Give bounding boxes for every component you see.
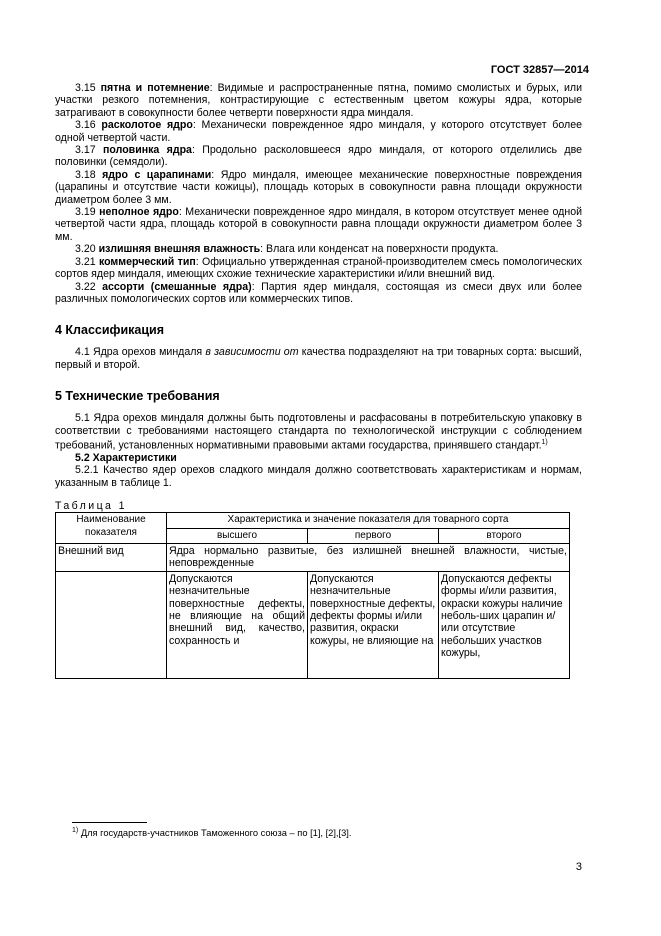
definition-item: 3.17 половинка ядра: Продольно расколовшееся ядро миндаля, от которого отделились две половинки (семядоли).	[55, 144, 582, 169]
document-code: ГОСТ 32857—2014	[490, 64, 589, 76]
defects-first: Допускаются незначительные поверхностные дефекты, дефекты формы и/или развития, окраски кожуры, не влияющие на	[308, 571, 439, 678]
defects-highest: Допускаются незначительные поверхностные дефекты, не влияющие на общий внешний вид, качество, сохранность и	[167, 571, 308, 678]
grade-header-highest: высшего	[167, 528, 308, 543]
document-body	[55, 82, 582, 679]
table-header-row	[56, 513, 570, 528]
row-name-empty	[56, 571, 167, 678]
column-header-name: Наименование показателя	[56, 513, 167, 544]
defects-second: Допускаются дефекты формы и/или развития, окраски кожуры наличие неболь-ших царапин и/или отсутствие небольших участков кожуры,	[439, 571, 570, 678]
subsection-5-2-heading: 5.2 Характеристики	[75, 451, 177, 464]
footnote-divider	[72, 822, 147, 823]
characteristics-table	[55, 512, 570, 679]
section-4-heading: 4 Классификация	[55, 323, 165, 338]
appearance-common-value: Ядра нормально развитые, без излишней внешней влажности, чистые, неповрежденные	[167, 543, 570, 571]
grade-header-first: первого	[308, 528, 439, 543]
definitions-list	[55, 82, 582, 305]
definition-item: 3.18 ядро с царапинами: Ядро миндаля, имеющее механические поверхностные повреждения (царапины и отсутствие части кожицы), площадь которых в совокупности равна площади окружности диаметром более 3 мм.	[55, 168, 582, 206]
grade-header-second: второго	[439, 528, 570, 543]
page-number: 3	[575, 861, 582, 873]
row-name-appearance: Внешний вид	[56, 543, 167, 571]
definition-item: 3.22 ассорти (смешанные ядра): Партия ядер миндаля, состоящая из смеси двух или более различных помологических сортов или коммерческих типов.	[55, 280, 583, 305]
paragraph-5-1: 5.1 Ядра орехов миндаля должны быть подготовлены и расфасованы в потребительскую упаковку в соответствии с требованиями настоящего стандарта по технологической инструкции с соблюдением требований, установленных нормативными правовыми актами государства, принявшего стандарт.$^{1)}$	[55, 412, 582, 452]
section-5-heading: 5 Технические требования	[55, 389, 220, 404]
column-group-header: Характеристика и значение показателя для товарного сорта	[167, 513, 570, 528]
definition-item: 3.19 неполное ядро: Механически поврежденное ядро миндаля, в котором отсутствует менее одной четвертой части ядра, площадь которой в совокупности равна площади окружности диаметром более 3 мм.	[55, 206, 583, 243]
definition-item: 3.21 коммерческий тип: Официально утвержденная страной-производителем смесь помологических сортов ядер миндаля, имеющих схожие технические характеристики и/или внешний вид.	[55, 255, 583, 281]
section-4-paragraph: 4.1 Ядра орехов миндаля в зависимости от качества подразделяют на три товарных сорта: высший, первый и второй.	[55, 346, 582, 371]
table-caption: Таблица 1	[55, 500, 127, 513]
footnote: $^{1)}$ Для государств-участников Таможенного союза – по [1], [2],[3].	[72, 827, 352, 839]
definition-item: 3.20 излишняя внешняя влажность: Влага или конденсат на поверхности продукта.	[75, 243, 499, 256]
table-row	[56, 543, 570, 571]
paragraph-5-2-1: 5.2.1 Качество ядер орехов сладкого миндаля должно соответствовать характеристикам и нормам, указанным в таблице 1.	[55, 464, 582, 489]
table-row	[56, 571, 570, 678]
definition-item: 3.15 пятна и потемнение: Видимые и распространенные пятна, помимо смолистых и бурых, или участки резкого потемнения, контрастирующие с естественным цветом кожуры ядра, которые затрагивают в совокупности более четверти поверхности ядра миндаля.	[55, 82, 582, 119]
definition-item: 3.16 расколотое ядро: Механически поврежденное ядро миндаля, у которого отсутствует более одной четвертой части.	[55, 119, 582, 144]
